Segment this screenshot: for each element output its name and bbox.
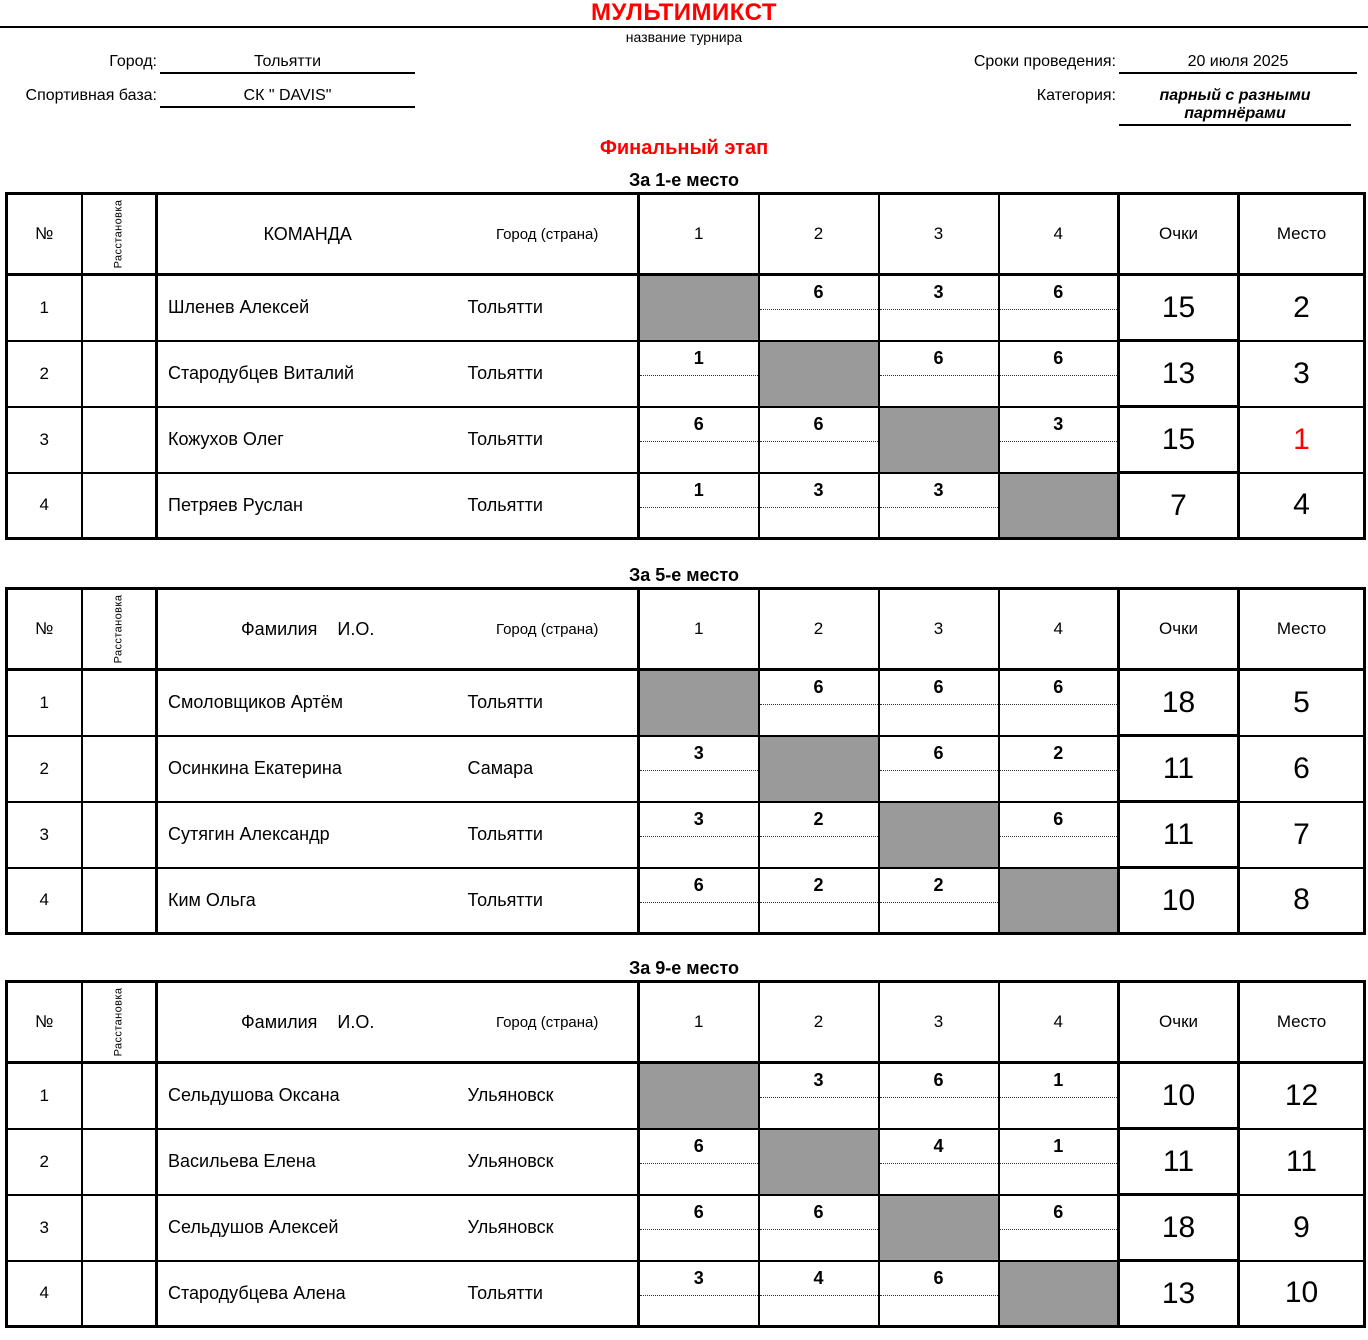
col-header-round-2: 2 xyxy=(759,589,879,670)
score-value: 6 xyxy=(933,1070,944,1090)
col-header-name: Фамилия И.О. xyxy=(241,1011,375,1032)
col-header-place: Место xyxy=(1239,982,1365,1063)
table-section-1st-place xyxy=(5,169,1363,540)
score-value: 2 xyxy=(933,874,944,895)
player-name: Кожухов Олег xyxy=(157,407,462,473)
score-cell-1 xyxy=(639,341,759,407)
table-row xyxy=(7,736,1365,802)
col-header-name: КОМАНДА xyxy=(263,223,352,244)
score-value: 6 xyxy=(1053,677,1064,697)
page-subtitle: название турнира xyxy=(625,29,743,45)
player-city: Тольятти xyxy=(462,275,639,341)
score-cell-4 xyxy=(999,802,1119,868)
score-cell-1 xyxy=(639,1063,759,1129)
row-number: 3 xyxy=(7,1195,82,1261)
place-value: 8 xyxy=(1239,868,1365,934)
row-number: 4 xyxy=(7,473,82,539)
table-section-9th-place xyxy=(5,957,1363,1328)
points-value: 13 xyxy=(1119,1261,1239,1327)
score-value: 6 xyxy=(813,677,824,697)
place-value: 6 xyxy=(1239,736,1365,802)
score-value: 6 xyxy=(693,1201,704,1222)
col-header-points: Очки xyxy=(1119,589,1239,670)
place-value: 1 xyxy=(1239,407,1365,473)
score-value: 3 xyxy=(1053,413,1064,434)
row-placement-cell xyxy=(82,1063,157,1129)
row-number: 4 xyxy=(7,868,82,934)
score-cell-2 xyxy=(759,341,879,407)
col-header-city: Город (страна) xyxy=(495,620,599,638)
col-header-name-city xyxy=(157,982,639,1063)
score-value: 3 xyxy=(693,742,704,763)
score-value: 3 xyxy=(693,808,704,829)
score-value: 6 xyxy=(813,282,824,302)
points-value: 10 xyxy=(1119,868,1239,934)
player-city: Ульяновск xyxy=(462,1195,639,1261)
player-name: Стародубцева Алена xyxy=(157,1261,462,1327)
points-value: 18 xyxy=(1119,670,1239,736)
place-value: 10 xyxy=(1239,1261,1365,1327)
sport-base-label: Спортивная база: xyxy=(25,87,157,104)
table-row xyxy=(7,1129,1365,1195)
city-value: Тольятти xyxy=(160,53,415,74)
row-placement-cell xyxy=(82,473,157,539)
row-placement-cell xyxy=(82,407,157,473)
score-cell-3 xyxy=(879,868,999,934)
score-cell-4 xyxy=(999,407,1119,473)
score-cell-2 xyxy=(759,1261,879,1327)
score-cell-4 xyxy=(999,473,1119,539)
score-cell-1 xyxy=(639,1129,759,1195)
score-cell-4 xyxy=(999,1195,1119,1261)
score-value: 6 xyxy=(693,413,704,434)
results-table xyxy=(5,587,1366,935)
player-city: Тольятти xyxy=(462,802,639,868)
field-sport-base xyxy=(0,87,415,108)
col-header-placement xyxy=(82,982,157,1063)
score-value: 6 xyxy=(1053,347,1064,368)
score-cell-2 xyxy=(759,736,879,802)
player-city: Тольятти xyxy=(462,1261,639,1327)
player-name: Ким Ольга xyxy=(157,868,462,934)
player-name: Петряев Руслан xyxy=(157,473,462,539)
player-city: Ульяновск xyxy=(462,1063,639,1129)
score-cell-3 xyxy=(879,802,999,868)
row-placement-cell xyxy=(82,736,157,802)
row-number: 2 xyxy=(7,341,82,407)
score-cell-3 xyxy=(879,1261,999,1327)
score-value: 6 xyxy=(933,1267,944,1288)
score-cell-2 xyxy=(759,407,879,473)
page-title: МУЛЬТИМИКСТ xyxy=(590,0,778,26)
score-cell-1 xyxy=(639,868,759,934)
player-city: Ульяновск xyxy=(462,1129,639,1195)
col-header-round-1: 1 xyxy=(639,982,759,1063)
col-header-place: Место xyxy=(1239,589,1365,670)
score-cell-3 xyxy=(879,407,999,473)
table-row xyxy=(7,341,1365,407)
score-cell-4 xyxy=(999,670,1119,736)
col-header-round-4: 4 xyxy=(999,194,1119,275)
place-value: 9 xyxy=(1239,1195,1365,1261)
score-cell-2 xyxy=(759,1195,879,1261)
score-cell-1 xyxy=(639,1195,759,1261)
score-value: 4 xyxy=(933,1135,944,1156)
category-label: Категория: xyxy=(1036,87,1116,104)
score-cell-1 xyxy=(639,802,759,868)
row-number: 2 xyxy=(7,1129,82,1195)
score-cell-3 xyxy=(879,736,999,802)
points-value: 11 xyxy=(1119,1129,1239,1195)
score-cell-2 xyxy=(759,275,879,341)
row-number: 1 xyxy=(7,275,82,341)
table-title: За 5-е место xyxy=(629,565,739,585)
place-value: 2 xyxy=(1239,275,1365,341)
table-row xyxy=(7,275,1365,341)
place-value: 3 xyxy=(1239,341,1365,407)
row-placement-cell xyxy=(82,1261,157,1327)
score-value: 6 xyxy=(813,1201,824,1222)
table-section-5th-place xyxy=(5,564,1363,935)
score-cell-2 xyxy=(759,802,879,868)
score-value: 3 xyxy=(933,479,944,500)
player-city: Тольятти xyxy=(462,407,639,473)
col-header-name-city xyxy=(157,194,639,275)
player-city: Тольятти xyxy=(462,670,639,736)
col-header-round-3: 3 xyxy=(879,194,999,275)
player-city: Тольятти xyxy=(462,341,639,407)
col-header-round-3: 3 xyxy=(879,982,999,1063)
row-number: 1 xyxy=(7,670,82,736)
points-value: 15 xyxy=(1119,275,1239,341)
col-header-name: Фамилия И.О. xyxy=(241,618,375,639)
score-cell-1 xyxy=(639,275,759,341)
place-value: 11 xyxy=(1239,1129,1365,1195)
col-header-round-1: 1 xyxy=(639,194,759,275)
col-header-city: Город (страна) xyxy=(495,225,599,243)
col-header-placement xyxy=(82,194,157,275)
points-value: 15 xyxy=(1119,407,1239,473)
score-value: 6 xyxy=(693,1135,704,1156)
row-number: 2 xyxy=(7,736,82,802)
table-header-row xyxy=(7,982,1365,1063)
score-cell-4 xyxy=(999,1261,1119,1327)
sport-base-value: СК " DAVIS" xyxy=(160,87,415,108)
player-city: Самара xyxy=(462,736,639,802)
table-title: За 9-е место xyxy=(629,958,739,978)
player-city: Тольятти xyxy=(462,868,639,934)
player-name: Сельдушова Оксана xyxy=(157,1063,462,1129)
score-cell-1 xyxy=(639,736,759,802)
field-category xyxy=(858,87,1351,126)
score-cell-2 xyxy=(759,1063,879,1129)
row-placement-cell xyxy=(82,275,157,341)
score-cell-3 xyxy=(879,275,999,341)
points-value: 7 xyxy=(1119,473,1239,539)
score-cell-2 xyxy=(759,670,879,736)
row-placement-cell xyxy=(82,670,157,736)
score-cell-4 xyxy=(999,1063,1119,1129)
place-value: 7 xyxy=(1239,802,1365,868)
score-cell-3 xyxy=(879,1195,999,1261)
dates-value: 20 июля 2025 xyxy=(1119,53,1357,74)
player-name: Шленев Алексей xyxy=(157,275,462,341)
points-value: 13 xyxy=(1119,341,1239,407)
points-value: 11 xyxy=(1119,802,1239,868)
player-city: Тольятти xyxy=(462,473,639,539)
col-header-place: Место xyxy=(1239,194,1365,275)
col-header-points: Очки xyxy=(1119,982,1239,1063)
table-row xyxy=(7,1195,1365,1261)
col-header-points: Очки xyxy=(1119,194,1239,275)
table-row xyxy=(7,407,1365,473)
row-placement-cell xyxy=(82,341,157,407)
player-name: Осинкина Екатерина xyxy=(157,736,462,802)
score-value: 1 xyxy=(1053,1135,1064,1156)
title-divider xyxy=(0,26,1368,28)
table-row xyxy=(7,473,1365,539)
col-header-round-1: 1 xyxy=(639,589,759,670)
player-name: Стародубцев Виталий xyxy=(157,341,462,407)
col-header-city: Город (страна) xyxy=(495,1013,599,1031)
place-value: 5 xyxy=(1239,670,1365,736)
score-value: 1 xyxy=(1053,1070,1064,1090)
score-cell-1 xyxy=(639,407,759,473)
player-name: Сутягин Александр xyxy=(157,802,462,868)
score-value: 6 xyxy=(693,874,704,895)
col-header-round-4: 4 xyxy=(999,982,1119,1063)
score-cell-2 xyxy=(759,868,879,934)
stage-title: Финальный этап xyxy=(599,137,769,159)
col-header-round-2: 2 xyxy=(759,982,879,1063)
table-row xyxy=(7,802,1365,868)
score-value: 3 xyxy=(693,1267,704,1288)
score-cell-3 xyxy=(879,1129,999,1195)
place-value: 4 xyxy=(1239,473,1365,539)
score-value: 6 xyxy=(1053,808,1064,829)
score-value: 2 xyxy=(813,808,824,829)
score-cell-4 xyxy=(999,275,1119,341)
placement-vertical-label: Расстановка xyxy=(112,987,125,1057)
col-header-number: № xyxy=(7,589,82,670)
score-cell-1 xyxy=(639,473,759,539)
row-placement-cell xyxy=(82,868,157,934)
player-name: Васильева Елена xyxy=(157,1129,462,1195)
table-row xyxy=(7,1063,1365,1129)
row-number: 1 xyxy=(7,1063,82,1129)
score-value: 6 xyxy=(933,742,944,763)
place-value: 12 xyxy=(1239,1063,1365,1129)
score-value: 1 xyxy=(693,479,704,500)
score-cell-1 xyxy=(639,1261,759,1327)
dates-label: Сроки проведения: xyxy=(973,53,1116,70)
col-header-name-city xyxy=(157,589,639,670)
city-label: Город: xyxy=(109,53,157,70)
score-cell-3 xyxy=(879,341,999,407)
row-placement-cell xyxy=(82,1129,157,1195)
score-value: 4 xyxy=(813,1267,824,1288)
table-title: За 1-е место xyxy=(629,170,739,190)
table-header-row xyxy=(7,589,1365,670)
category-value: парный с разными партнёрами xyxy=(1119,87,1351,126)
score-cell-4 xyxy=(999,341,1119,407)
row-placement-cell xyxy=(82,802,157,868)
player-name: Смоловщиков Артём xyxy=(157,670,462,736)
table-header-row xyxy=(7,194,1365,275)
results-table xyxy=(5,980,1366,1328)
points-value: 11 xyxy=(1119,736,1239,802)
table-row xyxy=(7,670,1365,736)
placement-vertical-label: Расстановка xyxy=(112,199,125,269)
row-number: 3 xyxy=(7,802,82,868)
table-row xyxy=(7,868,1365,934)
score-cell-1 xyxy=(639,670,759,736)
score-cell-3 xyxy=(879,473,999,539)
row-placement-cell xyxy=(82,1195,157,1261)
score-value: 2 xyxy=(1053,742,1064,763)
row-number: 4 xyxy=(7,1261,82,1327)
results-table xyxy=(5,192,1366,540)
score-cell-2 xyxy=(759,1129,879,1195)
score-value: 3 xyxy=(813,1070,824,1090)
score-value: 6 xyxy=(813,413,824,434)
score-value: 1 xyxy=(693,347,704,368)
score-cell-4 xyxy=(999,736,1119,802)
player-name: Сельдушов Алексей xyxy=(157,1195,462,1261)
table-row xyxy=(7,1261,1365,1327)
points-value: 10 xyxy=(1119,1063,1239,1129)
score-value: 6 xyxy=(1053,282,1064,302)
row-number: 3 xyxy=(7,407,82,473)
field-dates xyxy=(858,53,1357,74)
score-cell-2 xyxy=(759,473,879,539)
score-value: 6 xyxy=(1053,1201,1064,1222)
field-city xyxy=(0,53,415,74)
col-header-number: № xyxy=(7,982,82,1063)
col-header-round-3: 3 xyxy=(879,589,999,670)
col-header-round-2: 2 xyxy=(759,194,879,275)
score-value: 3 xyxy=(933,282,944,302)
score-cell-3 xyxy=(879,670,999,736)
col-header-placement xyxy=(82,589,157,670)
score-value: 3 xyxy=(813,479,824,500)
score-cell-3 xyxy=(879,1063,999,1129)
score-cell-4 xyxy=(999,1129,1119,1195)
col-header-round-4: 4 xyxy=(999,589,1119,670)
placement-vertical-label: Расстановка xyxy=(112,594,125,664)
score-value: 2 xyxy=(813,874,824,895)
points-value: 18 xyxy=(1119,1195,1239,1261)
score-cell-4 xyxy=(999,868,1119,934)
col-header-number: № xyxy=(7,194,82,275)
score-value: 6 xyxy=(933,677,944,697)
score-value: 6 xyxy=(933,347,944,368)
